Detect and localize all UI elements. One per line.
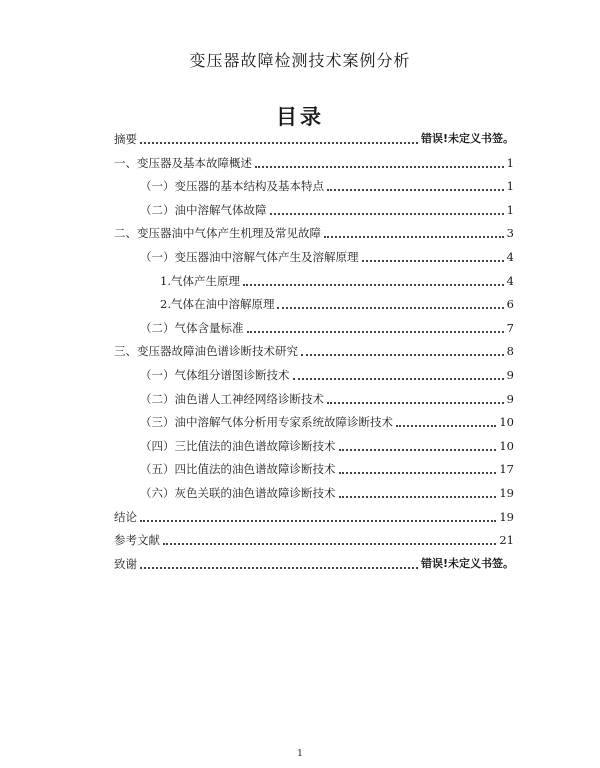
- toc-entry-page: 9: [506, 391, 514, 406]
- toc-entry-label: （二）油中溶解气体故障: [140, 202, 267, 217]
- toc-entry-page: 1: [506, 202, 514, 217]
- toc-entry-label: 1.气体产生原理: [160, 273, 240, 288]
- dot-leader: [140, 142, 418, 144]
- dot-leader: [327, 402, 504, 404]
- toc-entry-page: 17: [499, 462, 514, 477]
- toc-entry-page: 19: [499, 509, 514, 524]
- toc-heading: 目录: [276, 105, 324, 129]
- dot-leader: [339, 496, 497, 498]
- toc-entry-page: 3: [506, 226, 514, 241]
- dot-leader: [277, 307, 503, 309]
- toc-entry[interactable]: [114, 296, 514, 312]
- toc-entry[interactable]: [114, 509, 514, 525]
- toc-entry[interactable]: [114, 273, 514, 289]
- toc-entry-page: 4: [506, 273, 514, 288]
- dot-leader: [327, 189, 504, 191]
- toc-entry-label: 致谢: [114, 556, 137, 571]
- toc-entry-page: 8: [506, 344, 514, 359]
- toc-entry-label: 参考文献: [114, 533, 160, 548]
- page-number: 1: [297, 749, 303, 759]
- toc-entry-page: 错误!未定义书签。: [420, 556, 514, 570]
- toc-entry-page: 6: [506, 297, 514, 312]
- toc-entry-label: 摘要: [114, 132, 137, 146]
- toc-entry-label: （六）灰色关联的油色谱故障诊断技术: [140, 486, 336, 500]
- toc-entry-label: （一）变压器的基本结构及基本特点: [140, 179, 324, 194]
- toc-entry[interactable]: [114, 461, 514, 477]
- toc-entry-label: （四）三比值法的油色谱故障诊断技术: [140, 438, 336, 453]
- dot-leader: [362, 260, 504, 262]
- toc-entry[interactable]: [114, 414, 514, 430]
- toc-entry-page: 9: [506, 368, 514, 382]
- toc-entry-label: 二、变压器油中气体产生机理及常见故障: [114, 226, 321, 241]
- toc-entry[interactable]: [114, 438, 514, 454]
- dot-leader: [339, 472, 497, 474]
- dot-leader: [270, 213, 504, 215]
- toc-entry-page: 1: [506, 155, 514, 170]
- dot-leader: [324, 236, 504, 238]
- toc-entry[interactable]: [114, 155, 514, 171]
- toc-entry[interactable]: [114, 131, 514, 147]
- dot-leader: [255, 166, 504, 168]
- toc-entry[interactable]: [114, 202, 514, 218]
- document-title: 变压器故障检测技术案例分析: [189, 51, 411, 70]
- toc-entry-page: 10: [499, 415, 514, 430]
- toc-entry-page: 10: [499, 438, 514, 453]
- toc-entry[interactable]: [114, 343, 514, 359]
- toc-entry-page: 21: [499, 533, 514, 548]
- dot-leader: [247, 331, 504, 333]
- dot-leader: [140, 567, 418, 569]
- toc-entry[interactable]: [114, 225, 514, 241]
- dot-leader: [293, 378, 504, 380]
- toc-entry-label: 2.气体在油中溶解原理: [160, 297, 275, 312]
- dot-leader: [163, 543, 496, 545]
- toc-entry[interactable]: [114, 485, 514, 501]
- toc-entry-label: （三）油中溶解气体分析用专家系统故障诊断技术: [140, 415, 393, 430]
- toc-entry[interactable]: [114, 249, 514, 265]
- dot-leader: [339, 449, 497, 451]
- toc-entry-label: （二）油色谱人工神经网络诊断技术: [140, 391, 324, 406]
- toc-entry-page: 7: [506, 320, 514, 335]
- toc-entry-label: 一、变压器及基本故障概述: [114, 155, 252, 170]
- toc-entry[interactable]: [114, 320, 514, 336]
- dot-leader: [396, 425, 496, 427]
- dot-leader: [243, 284, 504, 286]
- toc-entry-page: 错误!未定义书签。: [420, 132, 514, 145]
- toc-entry-label: （五）四比值法的油色谱故障诊断技术: [140, 462, 336, 477]
- toc-entry-page: 19: [499, 486, 514, 500]
- toc-entry-label: 结论: [114, 509, 137, 524]
- toc-entry[interactable]: [114, 391, 514, 407]
- toc-entry-label: 三、变压器故障油色谱诊断技术研究: [114, 344, 298, 359]
- toc-entry-page: 4: [506, 250, 514, 264]
- toc-entry[interactable]: [114, 556, 514, 572]
- toc-entry[interactable]: [114, 178, 514, 194]
- dot-leader: [301, 354, 504, 356]
- toc-entry-label: （一）气体组分谱图诊断技术: [140, 368, 290, 382]
- toc-entry-label: （二）气体含量标准: [140, 320, 244, 335]
- toc-entry[interactable]: [114, 367, 514, 383]
- dot-leader: [140, 520, 496, 522]
- toc-entry-page: 1: [506, 179, 514, 194]
- toc-entry[interactable]: [114, 532, 514, 548]
- toc-entry-label: （一）变压器油中溶解气体产生及溶解原理: [140, 250, 359, 264]
